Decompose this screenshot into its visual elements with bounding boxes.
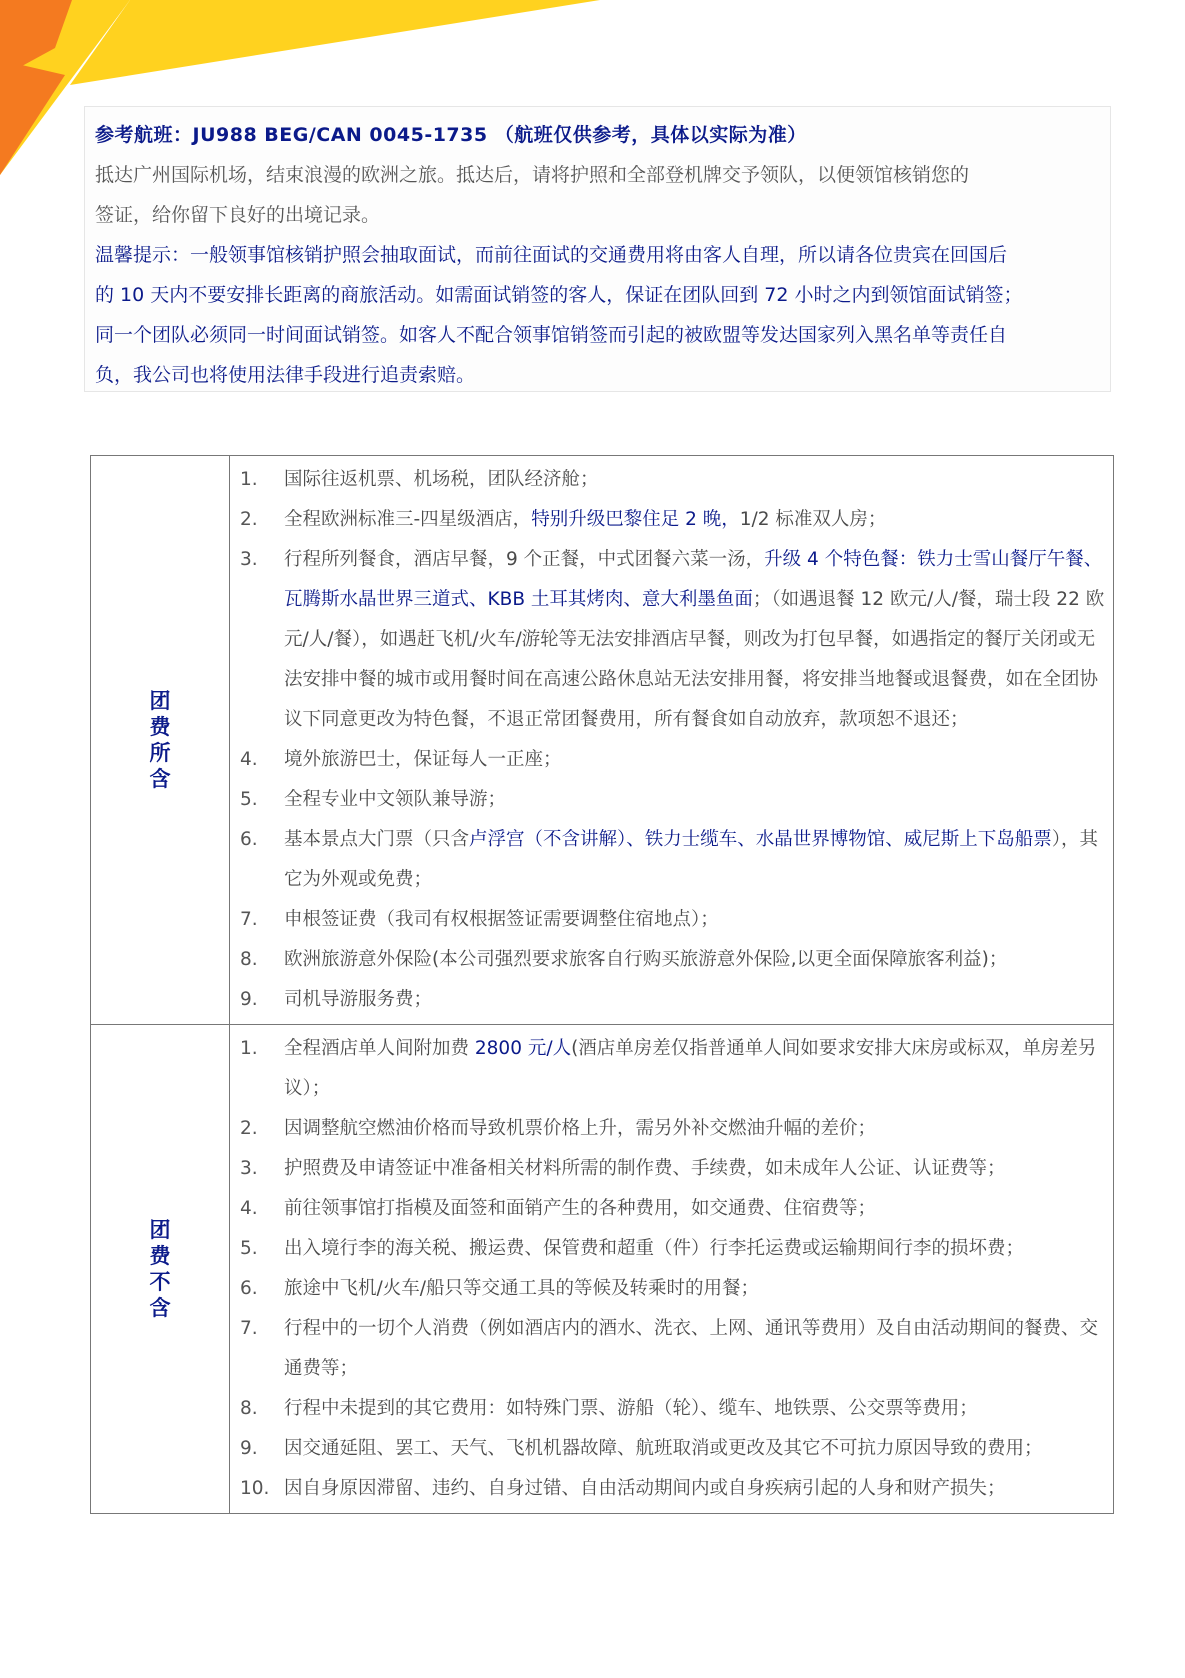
list-item xyxy=(240,900,1105,940)
item-number: 9. xyxy=(240,1438,258,1459)
list-item xyxy=(240,780,1105,820)
list-item xyxy=(240,500,1105,540)
item-text-segment: 因自身原因滞留、违约、自身过错、自由活动期间内或自身疾病引起的人身和财产损失； xyxy=(284,1478,1006,1499)
item-text xyxy=(284,900,1105,940)
list-item xyxy=(240,1149,1105,1189)
fee-table xyxy=(90,455,1114,1514)
included-label: 团费所含 xyxy=(149,689,171,791)
excluded-row xyxy=(91,1025,1114,1514)
highlight-text: 特别升级巴黎住足 2 晚， xyxy=(531,509,740,530)
item-text-segment: 基本景点大门票（只含 xyxy=(284,829,470,850)
excluded-label-cell xyxy=(91,1025,230,1514)
list-item xyxy=(240,460,1105,500)
item-number: 7. xyxy=(240,909,258,930)
item-text xyxy=(284,500,1105,540)
item-number: 5. xyxy=(240,789,258,810)
item-number: 5. xyxy=(240,1238,258,1259)
excluded-label: 团费不含 xyxy=(149,1218,171,1320)
item-text xyxy=(284,1109,1105,1149)
item-text xyxy=(284,740,1105,780)
item-text-segment: 行程中未提到的其它费用：如特殊门票、游船（轮）、缆车、地铁票、公交票等费用； xyxy=(284,1398,978,1419)
item-number: 1. xyxy=(240,1038,258,1059)
item-text xyxy=(284,1149,1105,1189)
item-text xyxy=(284,1029,1105,1109)
warm-tip-line: 温馨提示：一般领事馆核销护照会抽取面试，而前往面试的交通费用将由客人自理，所以请各位贵宾在回国后 xyxy=(95,244,1008,266)
list-item xyxy=(240,1309,1105,1389)
warm-tip-line: 同一个团队必须同一时间面试销签。如客人不配合领事馆销签而引起的被欧盟等发达国家列入黑名单等责任自 xyxy=(95,324,1008,346)
highlight-text: 升级 4 个特色餐：铁力士雪山餐厅午餐、瓦腾斯水晶世界三道式、KBB 土耳其烤肉、意大利墨鱼面 xyxy=(284,549,1103,610)
item-number: 6. xyxy=(240,829,258,850)
list-item xyxy=(240,1469,1105,1509)
item-text-segment: ；（如遇退餐 12 欧元/人/餐，瑞士段 22 欧元/人/餐），如遇赶飞机/火车/游轮等无法安排酒店早餐，则改为打包早餐，如遇指定的餐厅关闭或无法安排中餐的城市或用餐时间在高速公路休息站无法安排用餐，将安排当地餐或退餐费，如在全团协议下同意更改为特色餐，不退正常团餐费用，所有餐食如自动放弃，款项恕不退还； xyxy=(284,589,1105,730)
item-text-segment: 旅途中飞机/火车/船只等交通工具的等候及转乘时的用餐； xyxy=(284,1278,759,1299)
item-number: 4. xyxy=(240,749,258,770)
list-item xyxy=(240,820,1105,900)
item-text-segment: 全程专业中文领队兼导游； xyxy=(284,789,507,810)
item-text-segment: (酒店单房差仅指普通单人间如要求安排大床房或标双，单房差另议）； xyxy=(284,1038,1097,1099)
flight-text-line: 签证，给你留下良好的出境记录。 xyxy=(95,204,381,226)
item-number: 2. xyxy=(240,1118,258,1139)
list-item xyxy=(240,1029,1105,1109)
flight-info-box xyxy=(84,106,1111,392)
list-item xyxy=(240,980,1105,1020)
item-text xyxy=(284,940,1105,980)
item-number: 2. xyxy=(240,509,258,530)
item-text-segment: 欧洲旅游意外保险(本公司强烈要求旅客自行购买旅游意外保险,以更全面保障旅客利益)； xyxy=(284,949,1008,970)
highlight-text: 卢浮宫（不含讲解）、铁力士缆车、水晶世界博物馆、威尼斯上下岛船票 xyxy=(469,829,1052,850)
item-text xyxy=(284,1469,1105,1509)
flight-title: 参考航班：JU988 BEG/CAN 0045-1735 （航班仅供参考，具体以实际为准） xyxy=(95,124,807,146)
item-text xyxy=(284,460,1105,500)
item-text-segment: 行程所列餐食，酒店早餐，9 个正餐，中式团餐六菜一汤， xyxy=(284,549,765,570)
item-text xyxy=(284,1189,1105,1229)
item-text xyxy=(284,780,1105,820)
item-text xyxy=(284,980,1105,1020)
item-text-segment: 行程中的一切个人消费（例如酒店内的酒水、洗衣、上网、通讯等费用）及自由活动期间的餐费、交通费等； xyxy=(284,1318,1099,1379)
item-number: 3. xyxy=(240,1158,258,1179)
item-text xyxy=(284,1229,1105,1269)
item-text xyxy=(284,1429,1105,1469)
included-label-cell xyxy=(91,456,230,1025)
list-item xyxy=(240,1389,1105,1429)
list-item xyxy=(240,1109,1105,1149)
highlight-text: 2800 元/人 xyxy=(474,1038,572,1059)
list-item xyxy=(240,1429,1105,1469)
list-item xyxy=(240,940,1105,980)
item-number: 9. xyxy=(240,989,258,1010)
item-text-segment: 护照费及申请签证中准备相关材料所需的制作费、手续费，如未成年人公证、认证费等； xyxy=(284,1158,1006,1179)
warm-tip-line: 负，我公司也将使用法律手段进行追责索赔。 xyxy=(95,364,476,386)
flight-text-line: 抵达广州国际机场，结束浪漫的欧洲之旅。抵达后，请将护照和全部登机牌交予领队，以便领馆核销您的 xyxy=(95,164,970,186)
item-number: 3. xyxy=(240,549,258,570)
list-item xyxy=(240,1189,1105,1229)
item-text-segment: 前往领事馆打指模及面签和面销产生的各种费用，如交通费、住宿费等； xyxy=(284,1198,877,1219)
list-item xyxy=(240,740,1105,780)
item-text-segment: 全程欧洲标准三-四星级酒店， xyxy=(284,509,532,530)
item-number: 1. xyxy=(240,469,258,490)
item-text-segment: 境外旅游巴士，保证每人一正座； xyxy=(284,749,562,770)
item-text-segment: 1/2 标准双人房； xyxy=(739,509,887,530)
list-item xyxy=(240,1229,1105,1269)
included-row xyxy=(91,456,1114,1025)
item-text xyxy=(284,1269,1105,1309)
item-number: 4. xyxy=(240,1198,258,1219)
excluded-list xyxy=(230,1025,1114,1514)
item-text-segment: 全程酒店单人间附加费 xyxy=(284,1038,475,1059)
item-text-segment: 因交通延阻、罢工、天气、飞机机器故障、航班取消或更改及其它不可抗力原因导致的费用； xyxy=(284,1438,1043,1459)
item-text-segment: 国际往返机票、机场税，团队经济舱； xyxy=(284,469,599,490)
list-item xyxy=(240,1269,1105,1309)
item-text-segment: 因调整航空燃油价格而导致机票价格上升，需另外补交燃油升幅的差价； xyxy=(284,1118,877,1139)
item-number: 6. xyxy=(240,1278,258,1299)
item-number: 10. xyxy=(240,1478,270,1499)
item-number: 7. xyxy=(240,1318,258,1339)
item-text-segment: 出入境行李的海关税、搬运费、保管费和超重（件）行李托运费或运输期间行李的损坏费； xyxy=(284,1238,1025,1259)
item-text xyxy=(284,1389,1105,1429)
item-number: 8. xyxy=(240,949,258,970)
warm-tip-line: 的 10 天内不要安排长距离的商旅活动。如需面试销签的客人，保证在团队回到 72 小时之内到领馆面试销签； xyxy=(95,284,1023,306)
list-item xyxy=(240,540,1105,740)
item-text xyxy=(284,820,1105,900)
item-text-segment: ），其它为外观或免费； xyxy=(284,829,1099,890)
item-text-segment: 申根签证费（我司有权根据签证需要调整住宿地点）； xyxy=(284,909,719,930)
item-text xyxy=(284,540,1105,740)
item-text-segment: 司机导游服务费； xyxy=(284,989,433,1010)
included-list xyxy=(230,456,1114,1025)
item-number: 8. xyxy=(240,1398,258,1419)
item-text xyxy=(284,1309,1105,1389)
